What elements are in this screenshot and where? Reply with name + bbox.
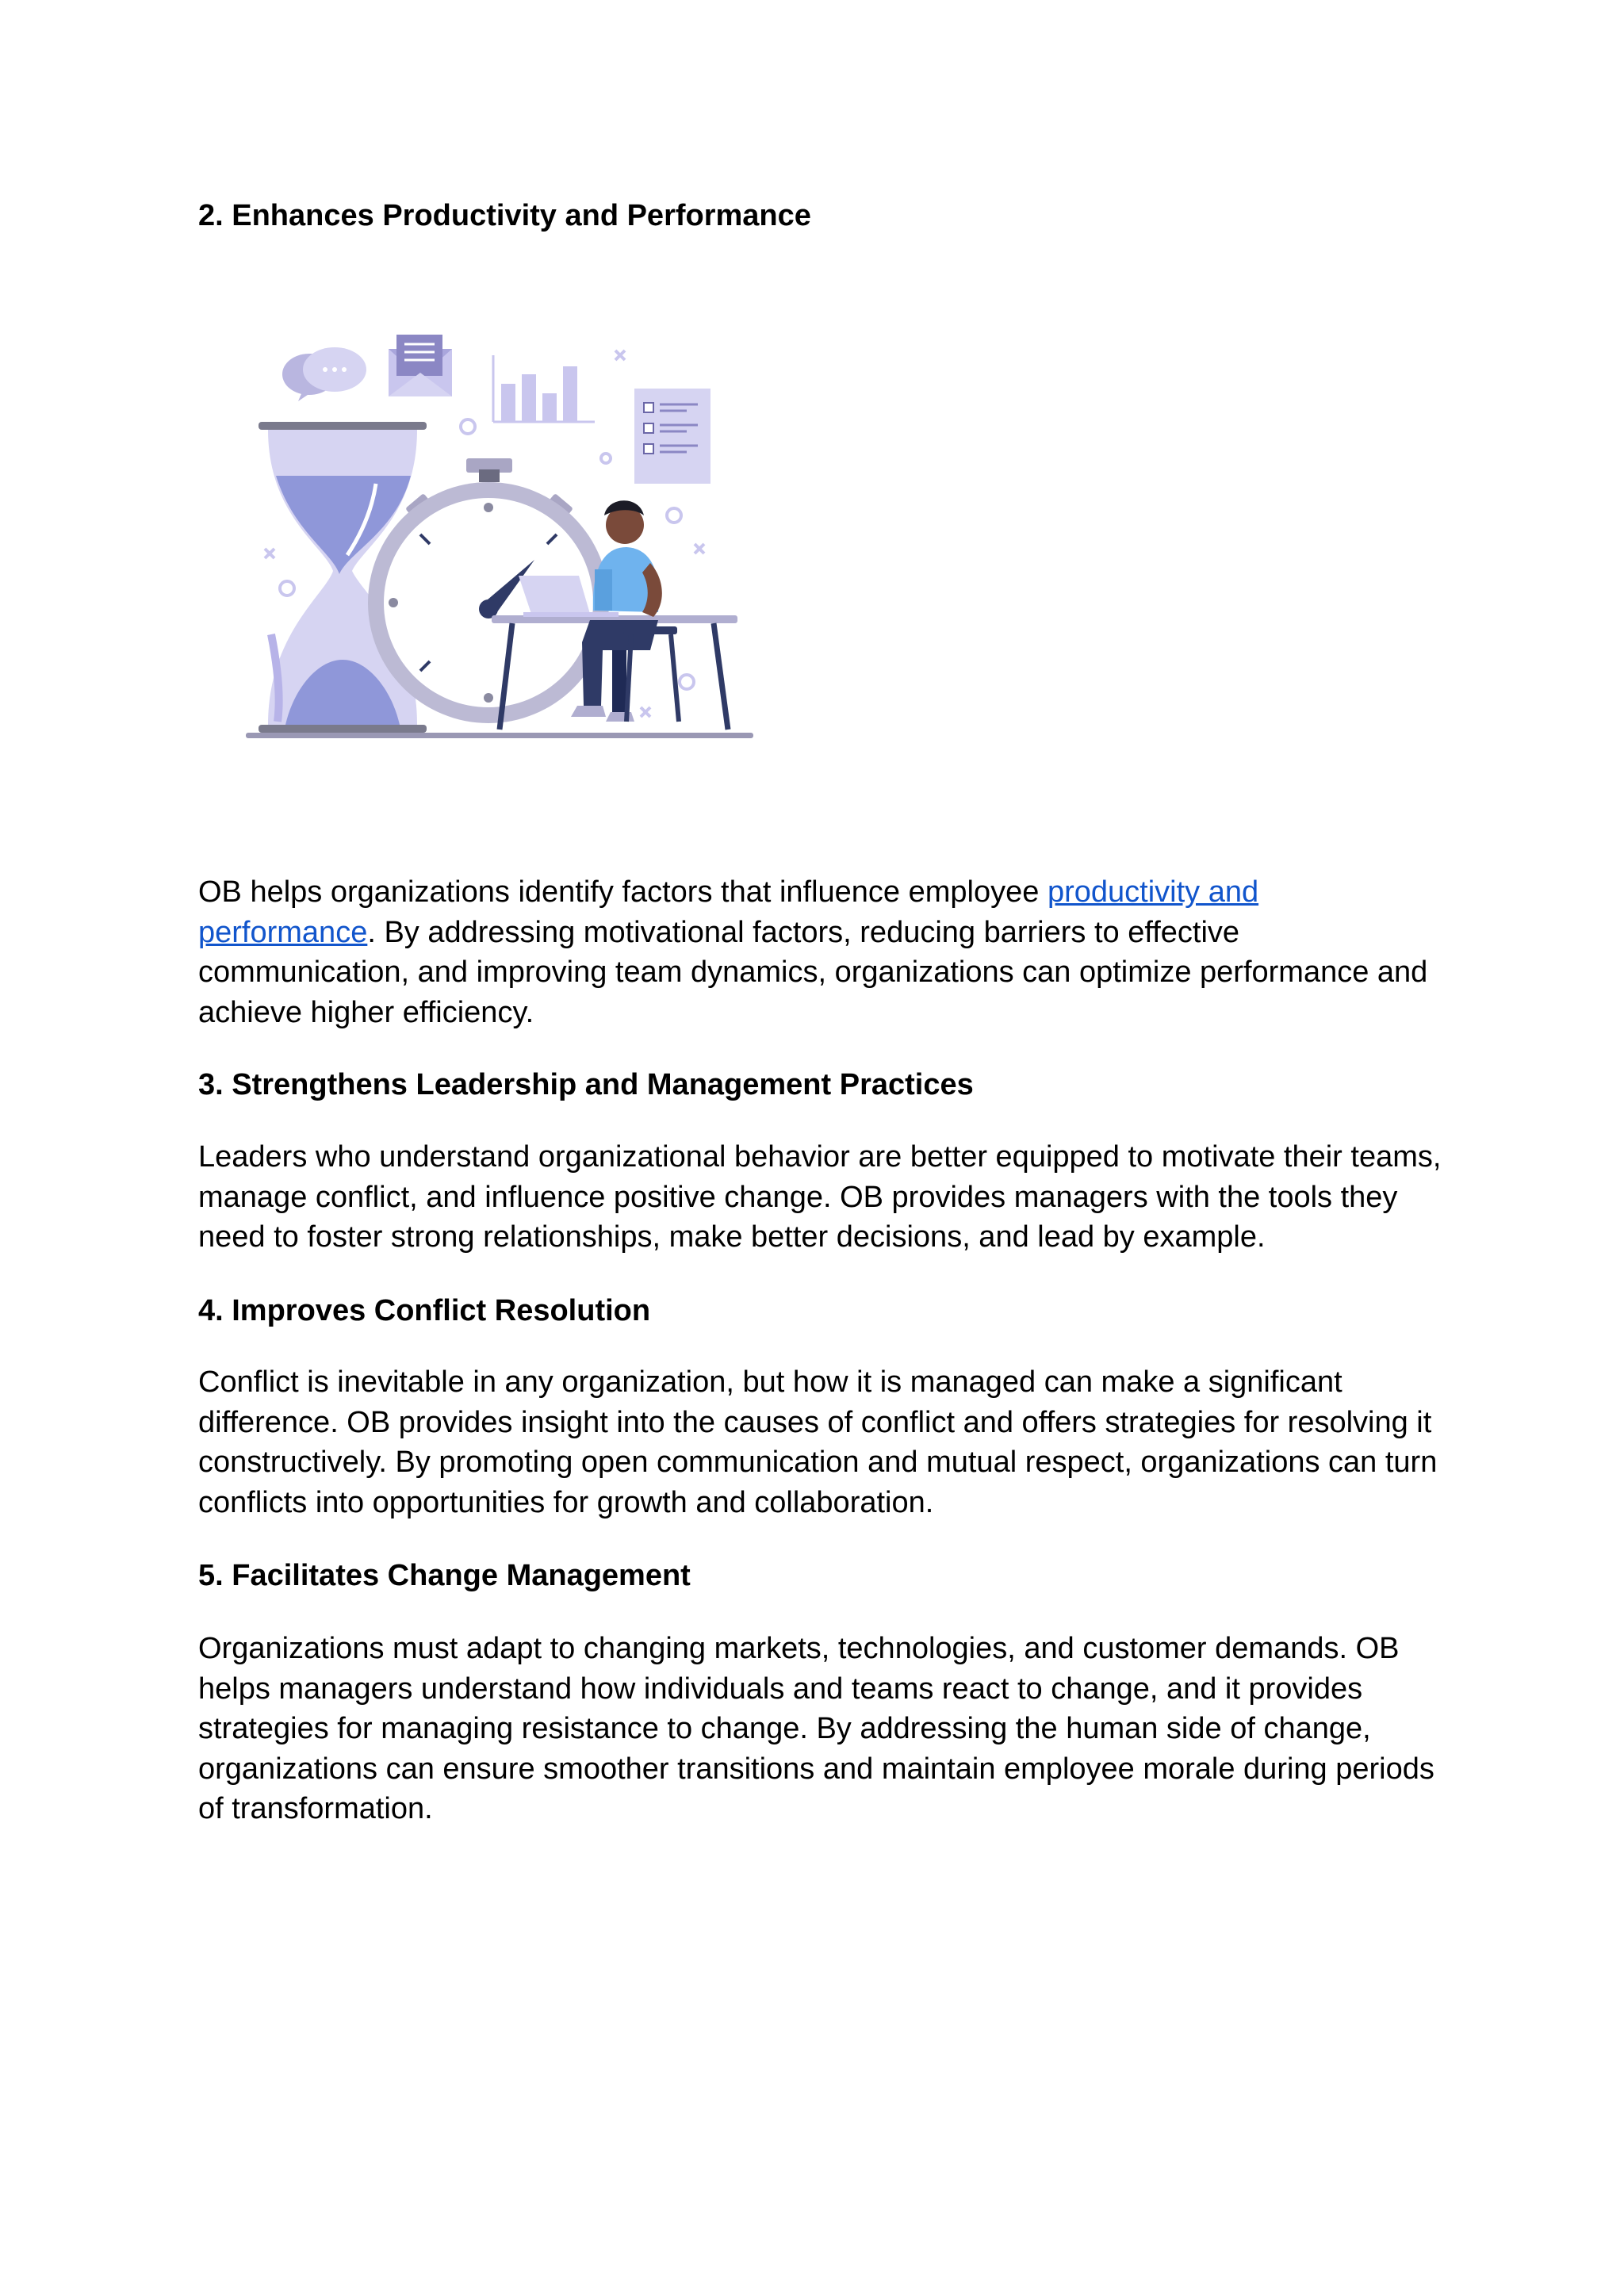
section-4-body: Conflict is inevitable in any organization, but how it is managed can make a significant difference. OB provides insight into the causes of conflict and offers strategies for resolving it constructively. By promoting open communication and mutual respect, organizations can turn conflicts into opportunities for growth and collaboration. (198, 1365, 1438, 1519)
productivity-link[interactable]: productivity and performance (198, 875, 1259, 949)
envelope-icon (389, 335, 452, 396)
section-5-body: Organizations must adapt to changing markets, technologies, and customer demands. OB helps managers understand how individuals and teams react to change, and it provides strategies for managing resistance to change. By addressing the human side of change, organizations can ensure smoother transitions and maintain employee morale during periods of transformation. (198, 1632, 1434, 1825)
section-2-heading: 2. Enhances Productivity and Performance (198, 199, 811, 232)
section-4-heading: 4. Improves Conflict Resolution (198, 1294, 651, 1327)
section-3-heading: 3. Strengthens Leadership and Management Practices (198, 1068, 974, 1101)
chat-bubble-icon (282, 347, 366, 401)
section-3-body: Leaders who understand organizational behavior are better equipped to motivate their teams, manage conflict, and influence positive change. OB provides managers with the tools they need to foster strong relationships, make better decisions, and lead by example. (198, 1140, 1442, 1254)
section-2-body: OB helps organizations identify factors that influence employee productivity and performance. By addressing motivational factors, reducing barriers to effective communication, and improving team dynamics, organizations can optimize performance and achieve higher efficiency. (198, 875, 1428, 1029)
productivity-illustration (230, 317, 959, 761)
section-5-heading: 5. Facilitates Change Management (198, 1559, 691, 1592)
bar-chart-icon (493, 355, 595, 422)
checklist-icon (634, 389, 710, 484)
ground-line (246, 733, 753, 738)
